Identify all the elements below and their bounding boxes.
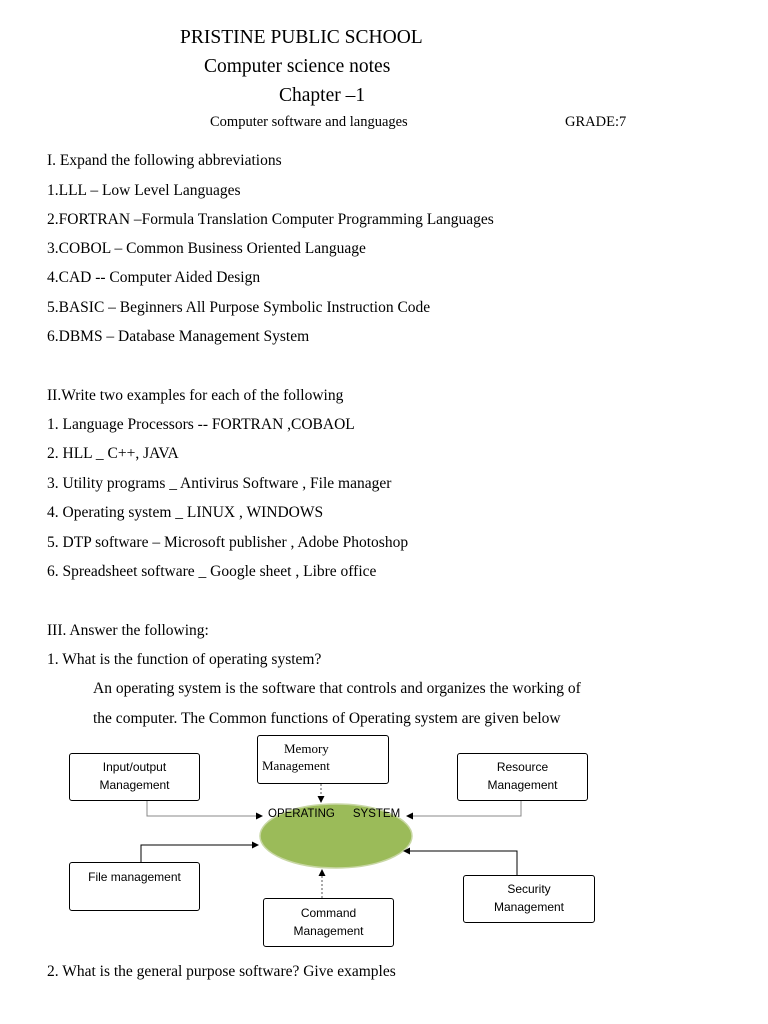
chapter-title: Chapter –1: [279, 85, 366, 106]
question-1: 1. What is the function of operating system?: [47, 651, 322, 668]
section1-heading: I. Expand the following abbreviations: [47, 152, 282, 169]
list-item: 2.FORTRAN –Formula Translation Computer Programming Languages: [47, 211, 494, 228]
list-item: 5.BASIC – Beginners All Purpose Symbolic Instruction Code: [47, 299, 431, 316]
connector-resource: [407, 800, 521, 816]
document-subject: Computer science notes: [204, 56, 391, 77]
list-item: 4. Operating system _ LINUX , WINDOWS: [47, 504, 324, 521]
list-item: 6.DBMS – Database Management System: [47, 328, 310, 345]
question-2: 2. What is the general purpose software? Give examples: [47, 963, 396, 980]
answer-1-line2: the computer. The Common functions of Operating system are given below: [93, 710, 561, 727]
list-item: 6. Spreadsheet software _ Google sheet , Libre office: [47, 563, 377, 580]
node-io-management: Input/output Management: [69, 753, 200, 801]
node-memory-management: Memory Management: [257, 735, 389, 784]
connector-file: [141, 845, 258, 862]
list-item: 1. Language Processors -- FORTRAN ,COBAOL: [47, 416, 355, 433]
school-name: PRISTINE PUBLIC SCHOOL: [180, 27, 423, 48]
list-item: 3. Utility programs _ Antivirus Software , File manager: [47, 475, 392, 492]
connector-io: [147, 800, 262, 816]
grade-label: GRADE:7: [565, 114, 627, 130]
os-label-word1: OPERATING: [268, 808, 335, 820]
node-file-management: File management: [69, 862, 200, 911]
list-item: 5. DTP software – Microsoft publisher , Adobe Photoshop: [47, 534, 409, 551]
section3-heading: III. Answer the following:: [47, 622, 209, 639]
topic-title: Computer software and languages: [210, 114, 408, 130]
section2-heading: II.Write two examples for each of the following: [47, 387, 344, 404]
answer-1-line1: An operating system is the software that controls and organizes the working of: [93, 680, 581, 697]
list-item: 2. HLL _ C++, JAVA: [47, 445, 179, 462]
list-item: 3.COBOL – Common Business Oriented Language: [47, 240, 366, 257]
list-item: 4.CAD -- Computer Aided Design: [47, 269, 261, 286]
list-item: 1.LLL – Low Level Languages: [47, 182, 241, 199]
node-command-management: Command Management: [263, 898, 394, 947]
os-label: [268, 808, 400, 820]
os-label-word2: SYSTEM: [352, 808, 401, 820]
node-resource-management: Resource Management: [457, 753, 588, 801]
node-security-management: Security Management: [463, 875, 595, 923]
connector-security: [404, 851, 517, 875]
